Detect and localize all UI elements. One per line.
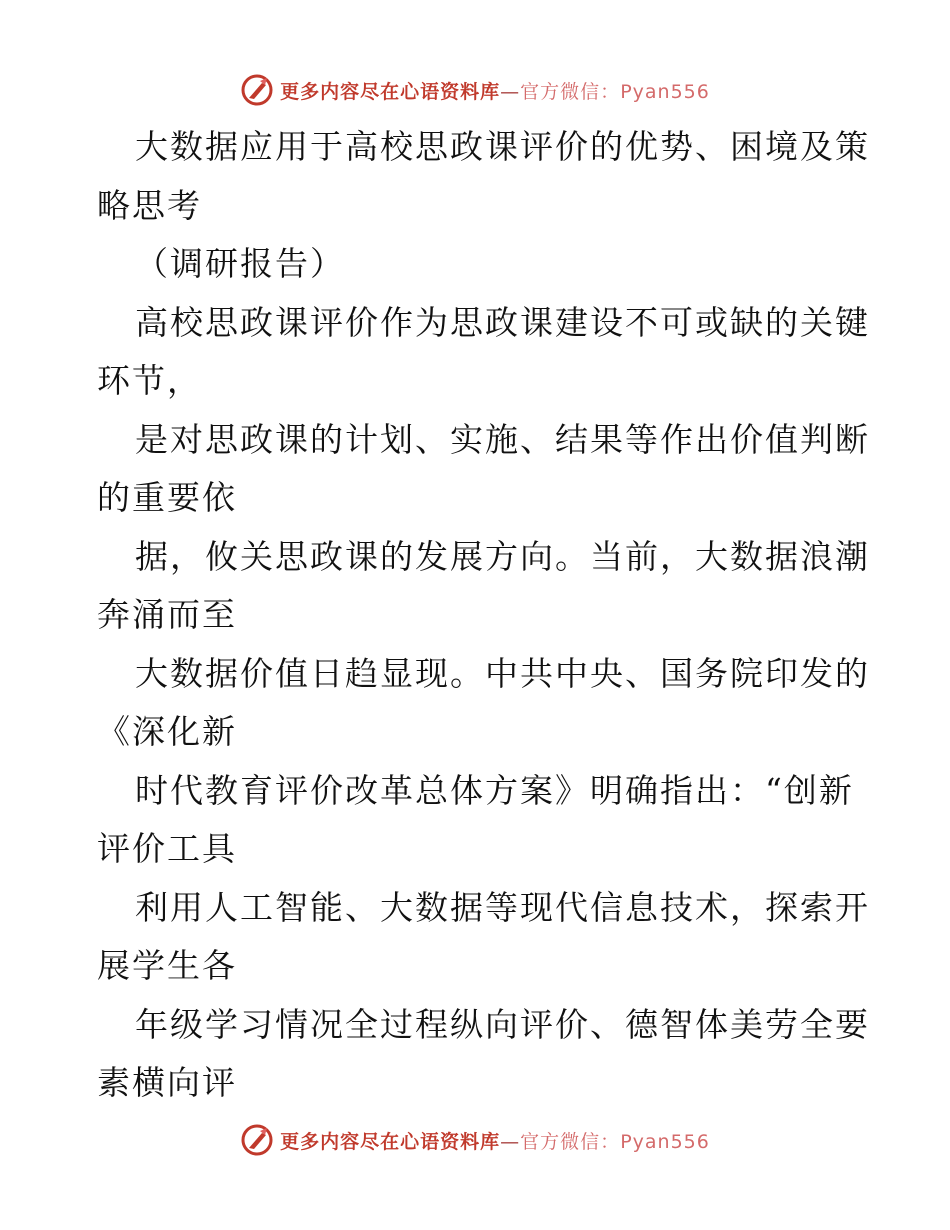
quill-pen-icon — [240, 73, 274, 107]
watermark-header — [0, 70, 950, 110]
watermark-text: 更多内容尽在心语资料库—官方微信：Pyan556 — [280, 1130, 710, 1153]
doc-line: 利用人工智能、大数据等现代信息技术，探索开 — [135, 887, 870, 927]
doc-line: 奔涌而至 — [97, 595, 237, 634]
document-body — [97, 118, 870, 1113]
doc-line: 略思考 — [97, 185, 202, 225]
doc-subtitle: （调研报告） — [135, 244, 345, 283]
doc-line: 是对思政课的计划、实施、结果等作出价值判断 — [135, 419, 870, 459]
doc-line: 大数据应用于高校思政课评价的优势、困境及策 — [135, 127, 870, 166]
doc-line: 展学生各 — [97, 946, 237, 985]
doc-line: 《深化新 — [97, 712, 237, 751]
doc-line: 时代教育评价改革总体方案》明确指出：“创新 — [135, 770, 854, 810]
doc-line: 高校思政课评价作为思政课建设不可或缺的关键 — [135, 302, 870, 342]
watermark-text: 更多内容尽在心语资料库—官方微信：Pyan556 — [280, 80, 710, 103]
doc-line: 环节， — [97, 361, 202, 400]
doc-line: 据，攸关思政课的发展方向。当前，大数据浪潮 — [135, 536, 870, 576]
doc-line: 评价工具 — [97, 829, 237, 868]
doc-line: 的重要依 — [97, 478, 237, 517]
watermark-footer — [0, 1120, 950, 1160]
doc-line: 大数据价值日趋显现。中共中央、国务院印发的 — [135, 653, 870, 693]
doc-line: 年级学习情况全过程纵向评价、德智体美劳全要 — [135, 1004, 870, 1044]
doc-line: 素横向评 — [97, 1063, 237, 1102]
quill-pen-icon — [240, 1123, 274, 1157]
